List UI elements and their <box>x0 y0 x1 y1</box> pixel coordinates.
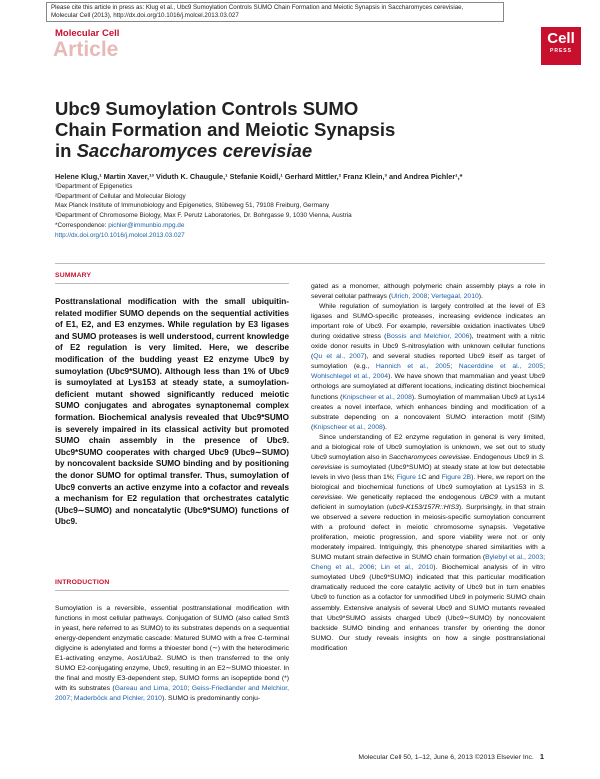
citation-notice <box>46 2 504 22</box>
reference-link[interactable]: Nacerddine et al., 2005 <box>458 363 544 371</box>
title-line-2: Chain Formation and Meiotic Synapsis <box>55 119 396 140</box>
journal-name: Molecular Cell <box>55 28 120 39</box>
correspondence-email-link[interactable]: pichler@immunbio.mpg.de <box>108 221 185 229</box>
cell-press-logo-word: Cell <box>547 30 575 47</box>
reference-link[interactable]: Bossis and Melchior, 2006 <box>386 333 470 341</box>
body-paragraph: While regulation of sumoylation is largely controlled at the level of E3 ligases and SUMO-specific proteases, increasing evidence indicates an important role of Ubc9. For example, reversible oxidation inactivates Ubc9 during oxidative stress (Bossis and Melchior, 2006), treatment with a nitric oxide donor results in Ubc9 S-nitrosylation with unknown cellular functions (Qu et al., 2007), and several studies reported Ubc9 itself as target of sumoylation (e.g., Hannich et al., 2005; Nacerddine et al., 2005; Wohlschlegel et al., 2004). We have shown that mammalian and yeast Ubc9 orthologs are sumoylated at different locations, indicating distinct biochemical functions (Knipscheer et al., 2008). Sumoylation of mammalian Ubc9 at Lys14 creates a novel interface, which enhances binding and modification of a substrate depending on a noncovalent SUMO interaction motif (SIM) (Knipscheer et al., 2008). <box>311 303 545 431</box>
affiliation-2: ²Department of Cellular and Molecular Biology <box>55 192 186 200</box>
title-line-1: Ubc9 Sumoylation Controls SUMO <box>55 98 359 119</box>
correspondence-label: *Correspondence: <box>55 221 109 229</box>
affiliations <box>55 182 555 240</box>
italic-term: S. cerevisiae <box>311 453 545 471</box>
summary-text: Posttranslational modification with the small ubiquitin-related modifier SUMO depends on the sequential activities of E1, E2, and E3 enzymes. While regulation by E3 ligases and SUMO proteases is well understood, current knowledge of E2 regulation is very limited. Here, we describe modification of the budding yeast E2 enzyme Ubc9 by sumoylation (Ubc9*SUMO). Although less than 1% of Ubc9 is sumoylated at Lys153 at steady state, a sumoylation-deficient mutant showed significantly reduced meiotic SUMO conjugates and abrogates synaptonemal complex formation. Biochemical analysis revealed that Ubc9*SUMO is severely impaired in its classical activity but promoted SUMO chain assembly in the presence of Ubc9. Ubc9*SUMO cooperates with charged Ubc9 (Ubc9∼SUMO) by noncovalent backside SUMO binding and by positioning the donor SUMO for optimal transfer. Thus, sumoylation of Ubc9 converts an active enzyme into a cofactor and reveals a mechanism for E2 regulation that orchestrates catalytic (Ubc9∼SUMO) and noncatalytic (Ubc9*SUMO) functions of Ubc9. <box>55 297 289 527</box>
reference-link[interactable]: Ulrich, 2008 <box>391 293 428 301</box>
article-type-label: Article <box>53 38 119 61</box>
italic-term: S. cerevisiae <box>311 483 545 501</box>
header-divider <box>55 263 545 264</box>
title-species: Saccharomyces cerevisiae <box>76 140 313 161</box>
reference-link[interactable]: Geiss-Friedlander and Melchior, 2007 <box>55 685 290 703</box>
page-footer <box>358 752 544 761</box>
title-line-3-prefix: in <box>55 140 77 161</box>
reference-link[interactable]: Qu et al., 2007 <box>313 353 365 361</box>
introduction-text <box>55 604 289 704</box>
reference-link[interactable]: Wohlschlegel et al., 2004 <box>311 373 389 381</box>
cell-press-logo-sub: PRESS <box>550 48 572 54</box>
title-line-3 <box>55 140 475 161</box>
article-title <box>55 98 475 161</box>
summary-heading-rule <box>55 283 289 284</box>
body-paragraph: gated as a monomer, although polymeric chain assembly plays a role in several cellular pathways (Ulrich, 2008; Vertegaal, 2010). <box>311 283 545 301</box>
reference-link[interactable]: Cheng et al., 2006 <box>311 564 375 572</box>
italic-term: Saccharomyces cerevisiae <box>388 453 470 461</box>
reference-link[interactable]: Hannich et al., 2005 <box>375 363 451 371</box>
right-column-text <box>311 282 545 654</box>
reference-link[interactable]: Lin et al., 2010 <box>380 564 434 572</box>
reference-link[interactable]: Figure 1 <box>396 473 422 481</box>
affiliation-3: Max Planck Institute of Immunobiology and Epigenetics, Stübeweg 51, 79108 Freiburg, Germany <box>55 202 330 210</box>
introduction-heading-rule <box>55 590 289 591</box>
reference-link[interactable]: Bylebyl et al., 2003 <box>485 554 544 562</box>
summary-heading: SUMMARY <box>55 272 92 279</box>
reference-link[interactable]: Maderböck and Pichler, 2010 <box>73 695 162 703</box>
author-list: Helene Klug,¹ Martin Xaver,¹³ Viduth K. Chaugule,¹ Stefanie Koidl,¹ Gerhard Mittler,² Franz Klein,³ and Andrea Pichler¹,* <box>55 172 463 181</box>
correspondence <box>55 221 555 231</box>
reference-link[interactable]: Vertegaal, 2010 <box>431 293 479 301</box>
reference-link[interactable]: Gareau and Lima, 2010 <box>114 685 188 693</box>
cell-press-logo <box>541 27 581 65</box>
introduction-paragraph: Sumoylation is a reversible, essential posttranslational modification with functions in most cellular pathways. Conjugation of SUMO (also called Smt3 in yeast, here referred to as SUMO) to its substrates depends on a sequential energy-dependent enzymatic cascade: Matured SUMO with a free C-terminal diglycine is adenylated and forms a thioester bond (∼) with the heterodimeric E1-activating enzyme, Aos1/Uba2. SUMO is then transferred to the only SUMO E2-conjugating enzyme, Ubc9, resulting in an E2∼SUMO thioester. In the final and mostly E3-dependent step, SUMO forms an isopeptide bond (*) with its substrates (Gareau and Lima, 2010; Geiss-Friedlander and Melchior, 2007; Maderböck and Pichler, 2010). SUMO is predominantly conju- <box>55 605 290 703</box>
italic-term: ubc9-K153/157R::HIS3 <box>388 504 459 512</box>
affiliation-4: ³Department of Chromosome Biology, Max F. Perutz Laboratories, Dr. Bohrgasse 9, 1030 Vienna, Austria <box>55 212 352 220</box>
reference-link[interactable]: Knipscheer et al., 2008 <box>313 423 383 431</box>
page-number: 1 <box>539 752 544 761</box>
citation-notice-line-1: Please cite this article in press as: Klug et al., Ubc9 Sumoylation Controls SUMO Chain Formation and Meiotic Synapsis in Saccharomyces cerevisiae, <box>51 4 464 11</box>
introduction-heading: INTRODUCTION <box>55 579 110 586</box>
body-paragraph: Since understanding of E2 enzyme regulation in general is very limited, and a biological role of Ubc9 sumoylation is unknown, we set out to study Ubc9 sumoylation also in Saccharomyces cerevisiae. Endogenous Ubc9 in S. cerevisiae is sumoylated (Ubc9*SUMO) at steady state at low but detectable levels in vivo (less than 1%; Figure 1C and Figure 2B). Here, we report on the biological and biochemical functions of Ubc9 sumoylation at Lys153 in S. cerevisiae. We genetically replaced the endogenous UBC9 with a mutant deficient in sumoylation (ubc9-K153/157R::HIS3). Surprisingly, in that strain we observed a severe reduction in meiosis-specific sumoylation concurrent with a profound defect in meiotic chromosome synapsis. Vegetative proliferation, meiotic progression, and spore viability were not or only moderately impaired. Intriguingly, this phenotype shared similarities with a SUMO mutant strain defective in SUMO chain formation (Bylebyl et al., 2003; Cheng et al., 2006; Lin et al., 2010). Biochemical analysis of in vitro sumoylated Ubc9 (Ubc9*SUMO) indicated that this particular modification dramatically reduced the core catalytic activity of Ubc9 but in turn enables Ubc9 to function as a cofactor for unmodified Ubc9 in polymeric SUMO chain assembly. Extensive analysis of several Ubc9 and SUMO mutants revealed that Ubc9*SUMO assists charged Ubc9 (Ubc9∼SUMO) by noncovalent backside SUMO binding and enhances transfer by orienting the donor SUMO. Our study reveals insights on how a single posttranslational modification <box>311 433 546 652</box>
footer-citation: Molecular Cell 50, 1–12, June 6, 2013 ©2013 Elsevier Inc. <box>358 754 534 761</box>
doi-link[interactable]: http://dx.doi.org/10.1016/j.molcel.2013.03.027 <box>55 231 185 239</box>
reference-link[interactable]: Figure 2B <box>441 473 472 481</box>
reference-link[interactable]: Knipscheer et al., 2008 <box>342 393 412 401</box>
citation-notice-line-2: Molecular Cell (2013), http://dx.doi.org/10.1016/j.molcel.2013.03.027 <box>51 12 239 19</box>
affiliation-1: ¹Department of Epigenetics <box>55 183 133 190</box>
italic-term: UBC9 <box>479 493 498 501</box>
